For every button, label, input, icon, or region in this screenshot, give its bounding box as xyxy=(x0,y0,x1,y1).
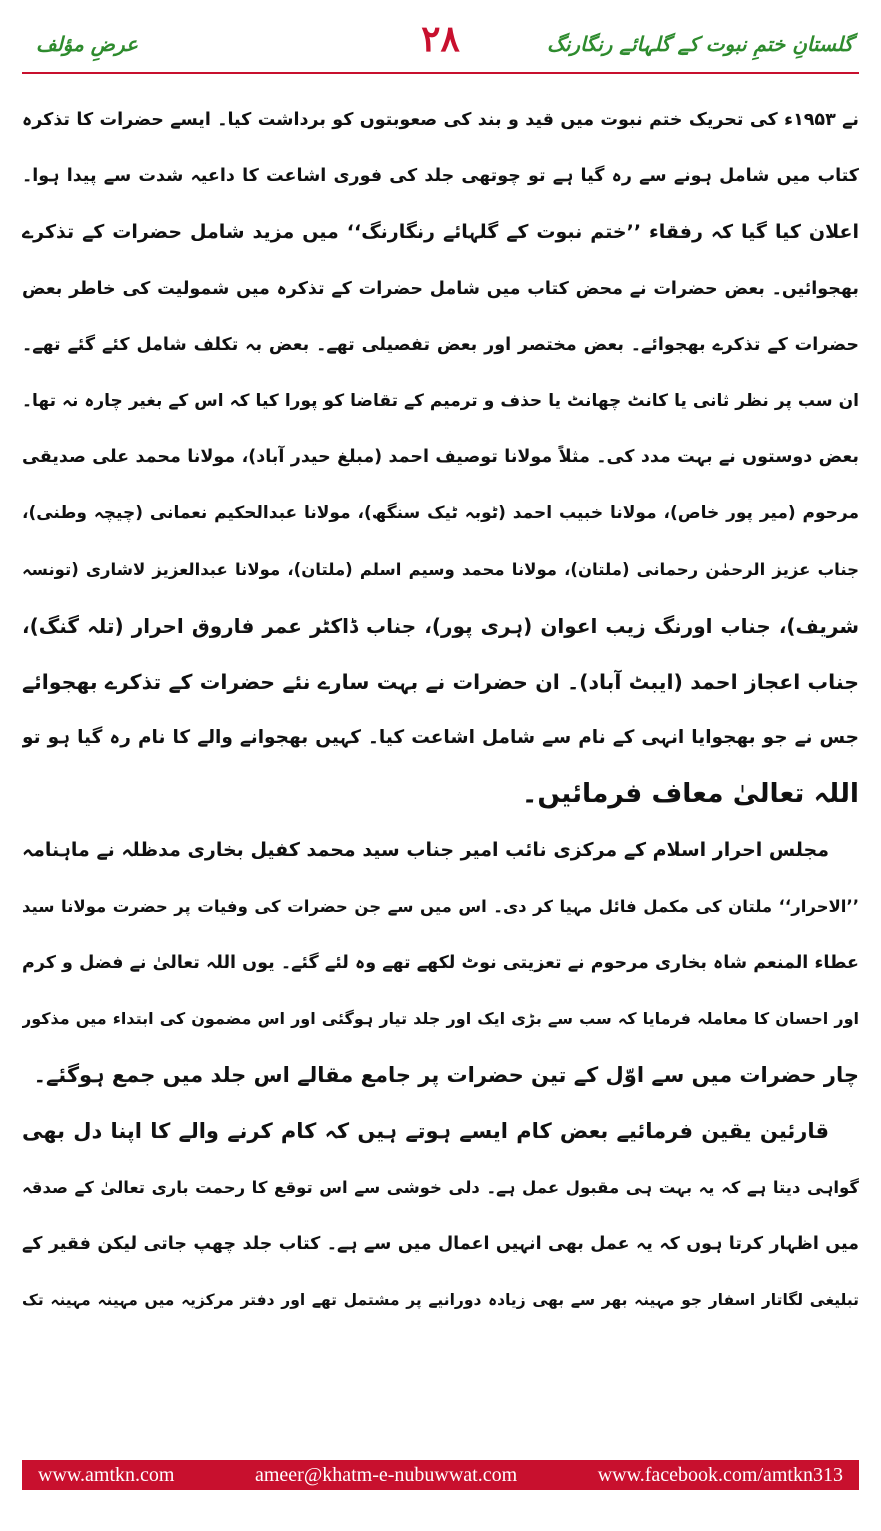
text-line: کتاب میں شامل ہونے سے رہ گیا ہے تو چوتھی جلد کی فوری اشاعت کا داعیہ شدت سے پیدا ہوا۔ xyxy=(22,166,859,187)
text-line: اعلان کیا گیا کہ رفقاء ’’ختم نبوت کے گلہائے رنگارنگ‘‘ میں مزید شامل حضرات کے تذکرے xyxy=(22,221,859,244)
text-line: بھجوائیں۔ بعض حضرات نے محض کتاب میں شامل حضرات کے تذکرہ میں شمولیت کی خاطر بعض xyxy=(22,278,859,299)
text-line: مرحوم (میر پور خاص)، مولانا خبیب احمد (ٹوبہ ٹیک سنگھ)، مولانا عبدالحکیم نعمانی (چیچہ وطنی)، xyxy=(22,503,859,524)
text-line: شریف)، جناب اورنگ زیب اعوان (ہری پور)، جناب ڈاکٹر عمر فاروق احرار (تلہ گنگ)، xyxy=(22,613,859,638)
text-line: نے ۱۹۵۳ء کی تحریک ختم نبوت میں قید و بند کی صعوبتوں کو برداشت کیا۔ ایسے حضرات کا تذکرہ xyxy=(22,110,859,130)
section-title: عرضِ مؤلف xyxy=(36,32,138,56)
text-line: ’’الاحرار‘‘ ملتان کی مکمل فائل مہیا کر دی۔ اس میں سے جن حضرات کی وفیات پر حضرت مولانا سید xyxy=(22,896,859,916)
text-line: حضرات کے تذکرے بھجوائے۔ بعض مختصر اور بعض تفصیلی تھے۔ بعض بہ تکلف شامل کئے گئے تھے۔ xyxy=(22,334,859,355)
text-line: میں اظہار کرتا ہوں کہ یہ عمل بھی انہیں اعمال میں سے ہے۔ کتاب جلد چھپ جاتی لیکن فقیر کے xyxy=(22,1233,859,1254)
text-line: بعض دوستوں نے بہت مدد کی۔ مثلاً مولانا توصیف احمد (مبلغ حیدر آباد)، مولانا محمد علی صدیقی xyxy=(22,447,859,468)
text-line: تبلیغی لگاتار اسفار جو مہینہ بھر سے بھی زیادہ دورانیے پر مشتمل تھے اور دفتر مرکزیہ میں مہینہ مہینہ تک xyxy=(22,1290,859,1309)
text-line: مجلس احرار اسلام کے مرکزی نائب امیر جناب سید محمد کفیل بخاری مدظلہ نے ماہنامہ xyxy=(22,839,829,862)
book-title: گلستانِ ختمِ نبوت کے گلہائے رنگارنگ xyxy=(546,32,853,56)
text-line: عطاء المنعم شاہ بخاری مرحوم نے تعزیتی نوٹ لکھے تھے وہ لئے گئے۔ یوں اللہ تعالیٰ نے فضل و کرم xyxy=(22,952,859,973)
text-line: اور احسان کا معاملہ فرمایا کہ سب سے بڑی ایک اور جلد تیار ہوگئی اور اس مضمون کی ابتداء میں مذکور xyxy=(22,1009,859,1028)
text-line: گواہی دیتا ہے کہ یہ بہت ہی مقبول عمل ہے۔ دلی خوشی سے اس توقع کا رحمت باری تعالیٰ کے صدقہ xyxy=(22,1177,859,1197)
header-divider xyxy=(22,72,859,74)
email-link[interactable]: ameer@khatm-e-nubuwwat.com xyxy=(254,1463,518,1486)
footer-bar xyxy=(22,1460,859,1490)
text-line: جناب عزیز الرحمٰن رحمانی (ملتان)، مولانا محمد وسیم اسلم (ملتان)، مولانا عبدالعزیز لاشاری (تونسہ xyxy=(22,559,859,579)
text-line: قارئین یقین فرمائیے بعض کام ایسے ہوتے ہیں کہ کام کرنے والے کا اپنا دل بھی xyxy=(22,1119,829,1144)
text-line: ان سب پر نظر ثانی یا کانٹ چھانٹ یا حذف و ترمیم کے تقاضا کو پورا کیا کہ اس کے بغیر چارہ نہ تھا۔ xyxy=(22,390,859,411)
facebook-link[interactable]: www.facebook.com/amtkn313 xyxy=(597,1463,843,1486)
text-line: اللہ تعالیٰ معاف فرمائیں۔ xyxy=(521,778,859,810)
website-link[interactable]: www.amtkn.com xyxy=(38,1463,175,1486)
page-number: ۲۸ xyxy=(421,18,460,60)
text-line: جس نے جو بھجوایا انہی کے نام سے شامل اشاعت کیا۔ کہیں بھجوانے والے کا نام رہ گیا ہو تو xyxy=(22,727,859,749)
page-header xyxy=(22,14,859,74)
text-line: چار حضرات میں سے اوّل کے تین حضرات پر جامع مقالے اس جلد میں جمع ہوگئے۔ xyxy=(33,1063,859,1088)
page-body xyxy=(22,92,859,1328)
text-line: جناب اعجاز احمد (ایبٹ آباد)۔ ان حضرات نے بہت سارے نئے حضرات کے تذکرے بھجوائے xyxy=(22,669,859,694)
